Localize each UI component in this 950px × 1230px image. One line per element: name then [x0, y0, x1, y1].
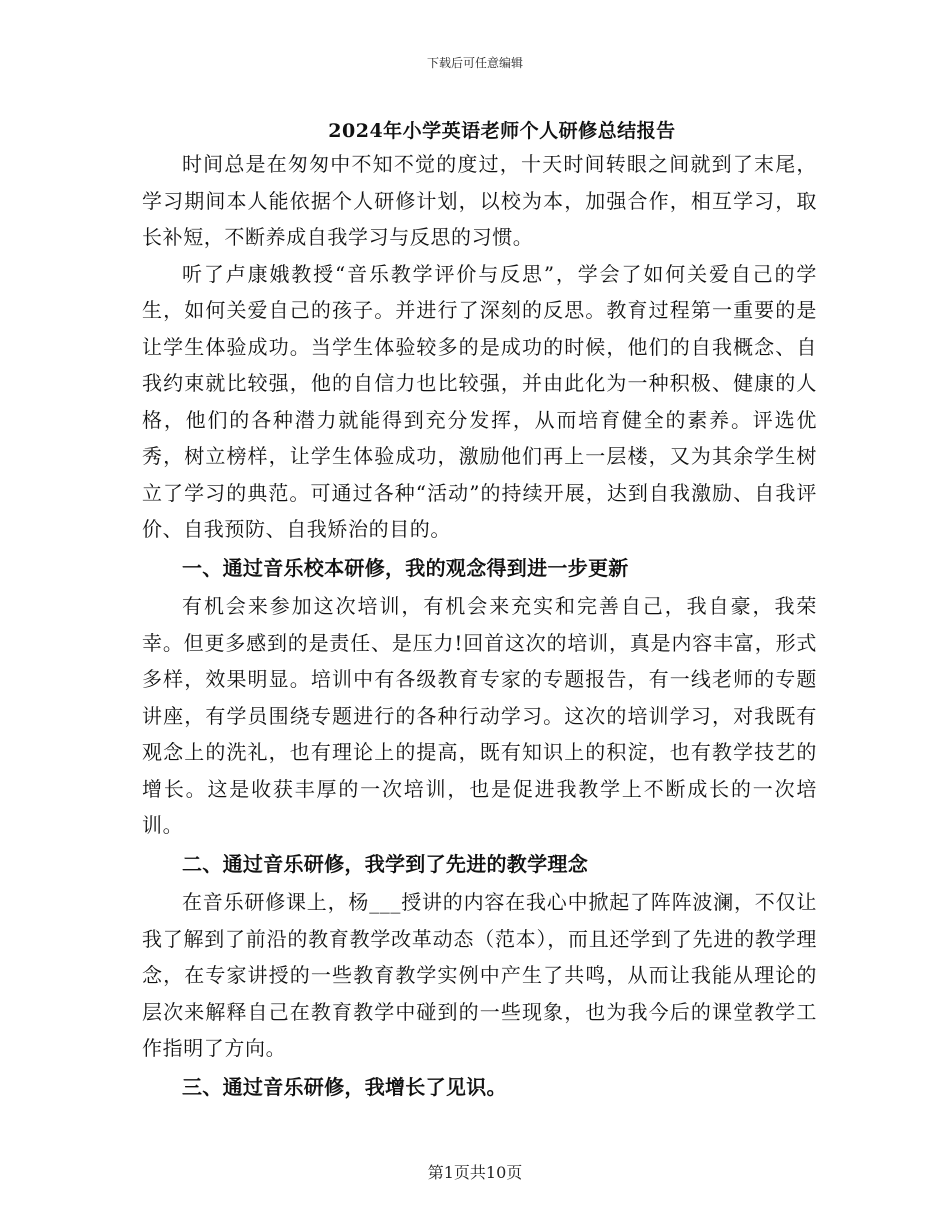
- document-body: [142, 146, 817, 1107]
- paragraph-section-2: 在音乐研修课上，杨___授讲的内容在我心中掀起了阵阵波澜，不仅让我了解到了前沿的教育教学改革动态（范本），而且还学到了先进的教学理念，在专家讲授的一些教育教学实例中产生了共鸣，从而让我能从理论的层次来解释自己在教育教学中碰到的一些现象，也为我今后的课堂教学工作指明了方向。: [142, 890, 817, 1060]
- section-heading-1: 一、通过音乐校本研修，我的观念得到进一步更新: [182, 555, 629, 580]
- section-heading-3: 三、通过音乐研修，我增长了见识。: [182, 1074, 507, 1099]
- section-heading-2: 二、通过音乐研修，我学到了先进的教学理念: [182, 851, 588, 876]
- header-note: 下载后可任意编辑: [426, 56, 523, 70]
- document-title: 2024年小学英语老师个人研修总结报告: [328, 120, 676, 142]
- paragraph-intro: 时间总是在匆匆中不知不觉的度过，十天时间转眼之间就到了末尾，学习期间本人能依据个人研修计划，以校为本，加强合作，相互学习，取长补短，不断养成自我学习与反思的习惯。: [142, 152, 817, 249]
- paragraph-reflection: 听了卢康娥教授“音乐教学评价与反思”，学会了如何关爱自己的学生，如何关爱自己的孩子。并进行了深刻的反思。教育过程第一重要的是让学生体验成功。当学生体验较多的是成功的时候，他们的自我概念、自我约束就比较强，他的自信力也比较强，并由此化为一种积极、健康的人格，他们的各种潜力就能得到充分发挥，从而培育健全的素养。评选优秀，树立榜样，让学生体验成功，激励他们再上一层楼，又为其余学生树立了学习的典范。可通过各种“活动”的持续开展，达到自我激励、自我评价、自我预防、自我矫治的目的。: [142, 261, 817, 541]
- page-number: 第1页共10页: [427, 1163, 523, 1182]
- paragraph-section-1: 有机会来参加这次培训，有机会来充实和完善自己，我自豪，我荣幸。但更多感到的是责任、是压力!回首这次的培训，真是内容丰富，形式多样，效果明显。培训中有各级教育专家的专题报告，有一线老师的专题讲座，有学员围绕专题进行的各种行动学习。这次的培训学习，对我既有观念上的洗礼，也有理论上的提高，既有知识上的积淀，也有教学技艺的增长。这是收获丰厚的一次培训，也是促进我教学上不断成长的一次培训。: [142, 594, 817, 837]
